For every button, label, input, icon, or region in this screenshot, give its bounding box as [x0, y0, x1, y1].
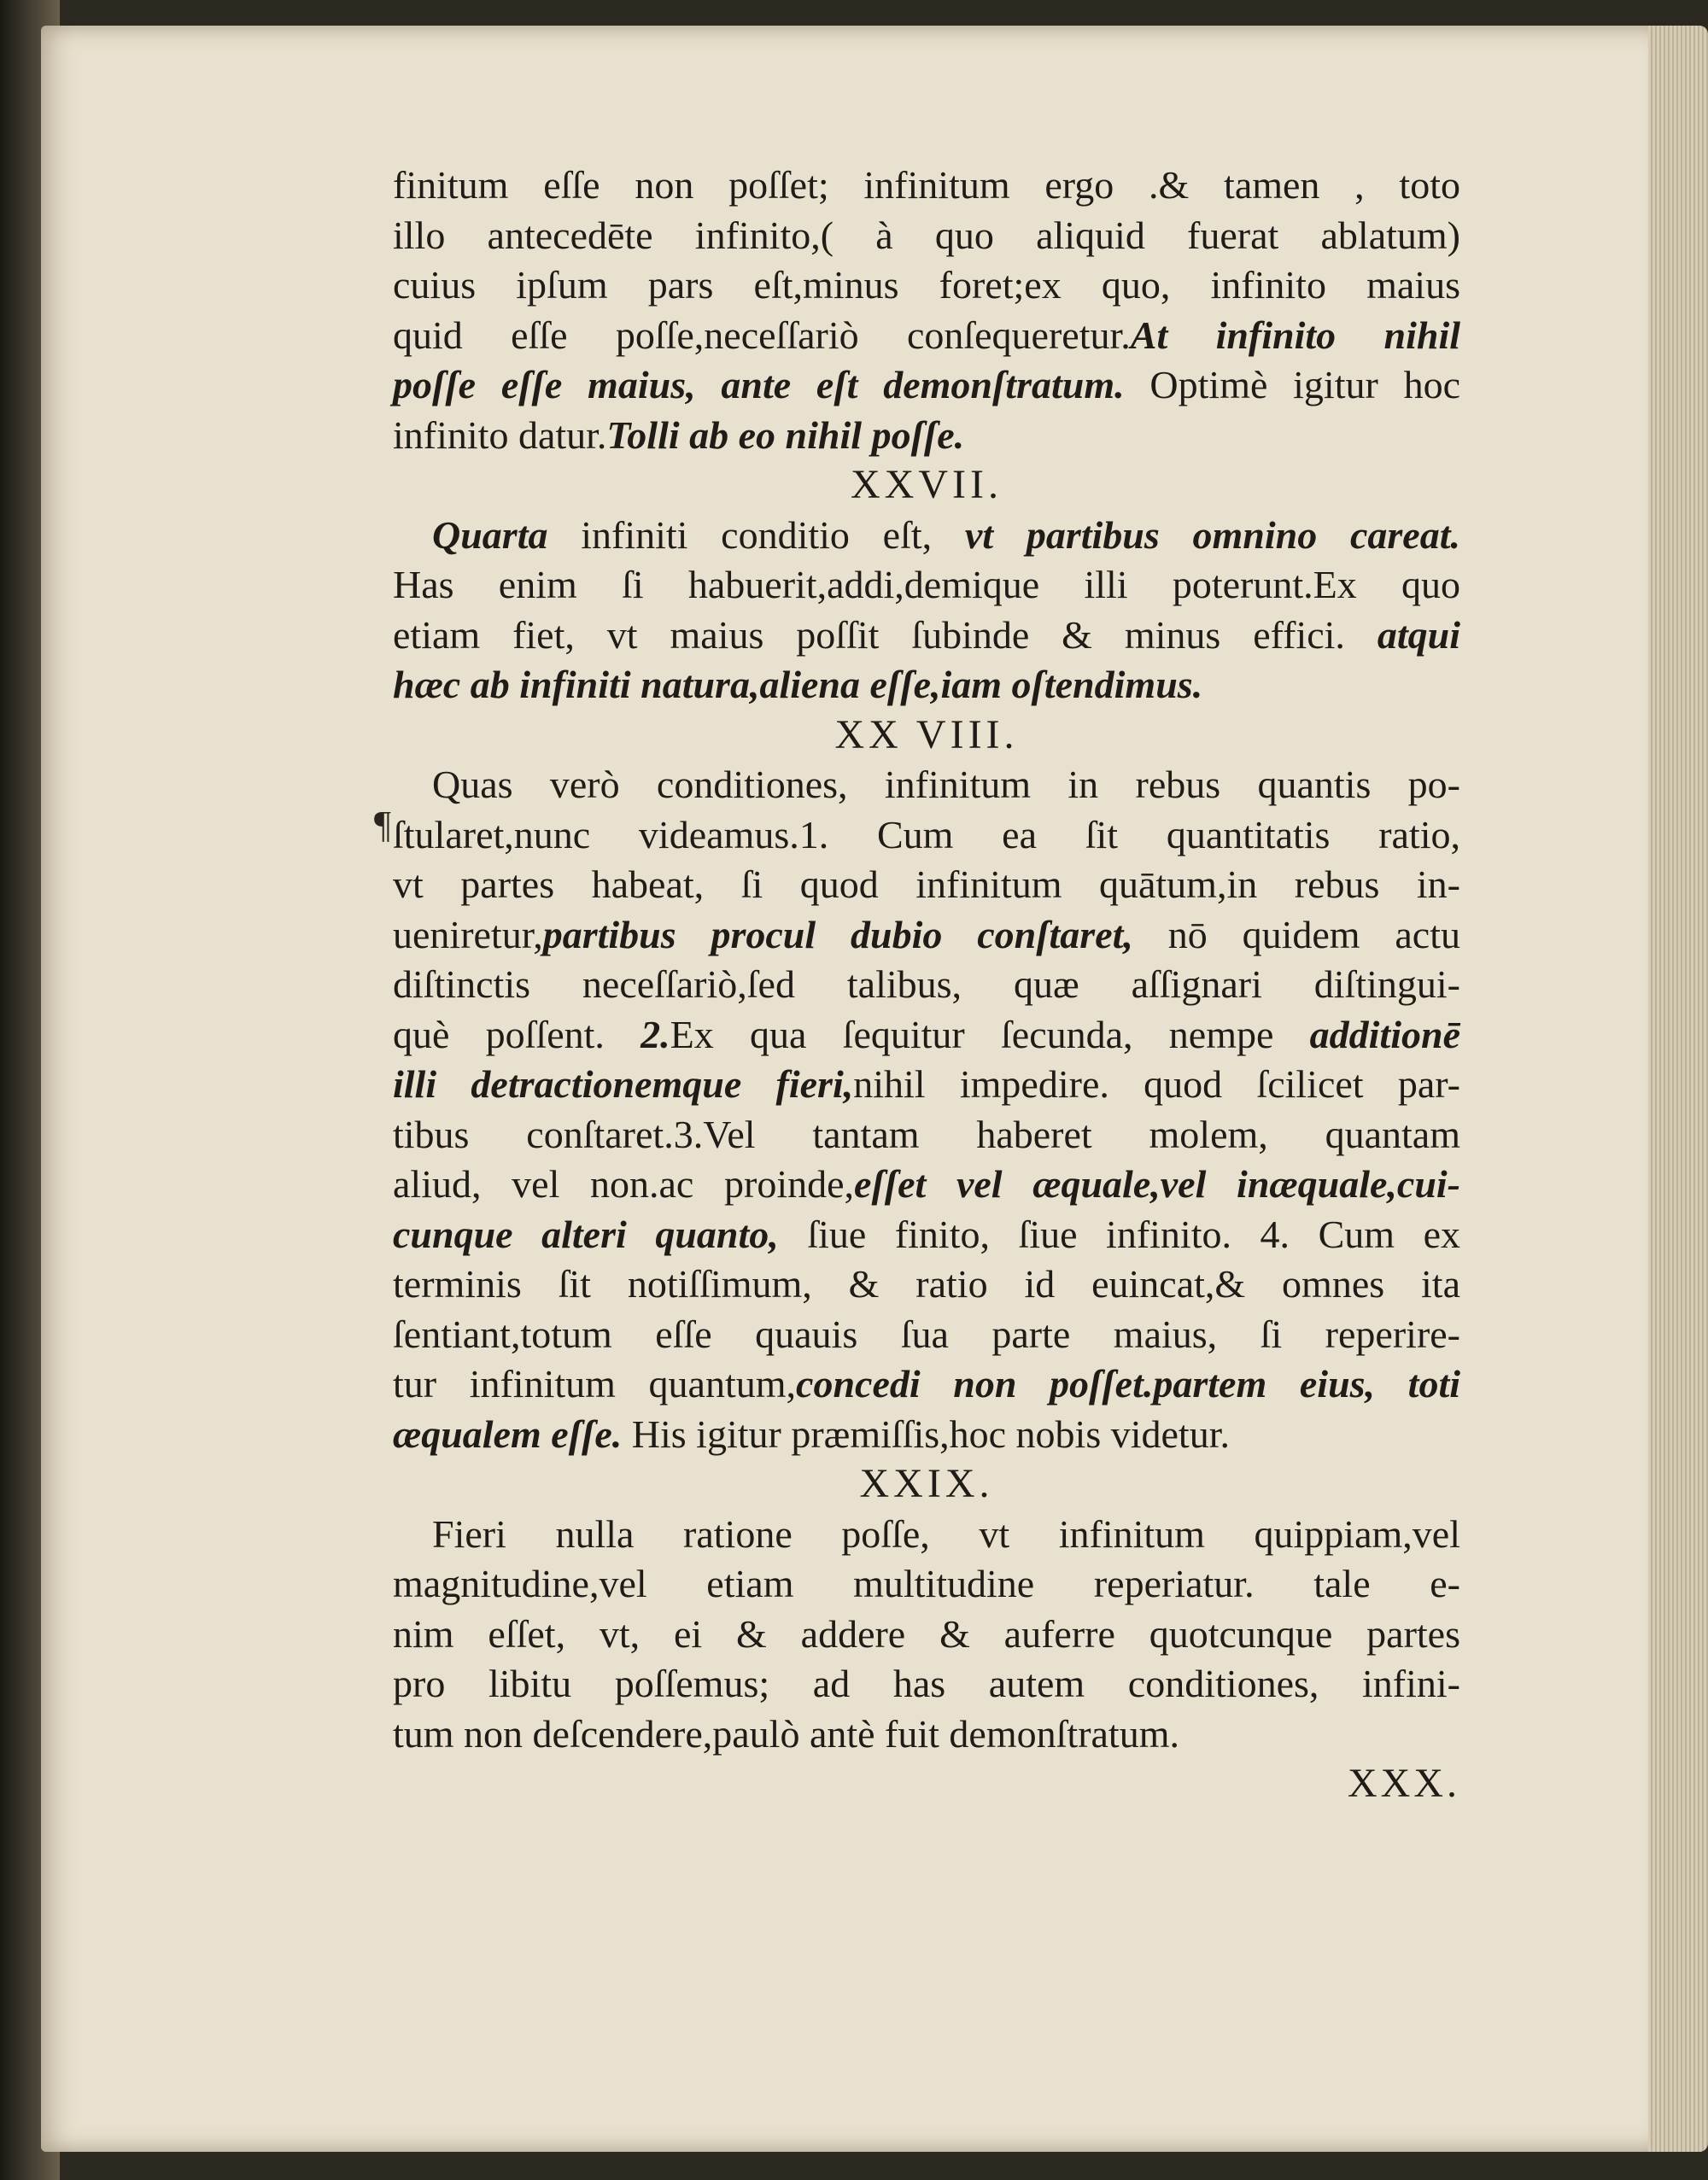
text-line: [393, 1210, 1460, 1260]
text-line: [393, 860, 1460, 910]
italic-text: hæc ab infiniti natura,aliena eſſe,iam oſtendimus.: [393, 663, 1203, 706]
paragraph-2: [393, 511, 1460, 710]
text-line: [393, 1310, 1460, 1360]
text-line: [393, 311, 1460, 361]
text-line: [393, 161, 1460, 211]
page-text: [393, 161, 1460, 1809]
text-line: [393, 1160, 1460, 1210]
roman-text: ueniretur,: [393, 912, 543, 956]
roman-text: Has enim ſi habuerit,addi,demique illi poterunt.Ex quo: [393, 563, 1460, 606]
paragraph-3: [393, 760, 1460, 1459]
roman-text: Quas verò conditiones, infinitum in rebus quantis po-: [432, 763, 1460, 806]
roman-text: His igitur præmiſſis,hoc nobis videtur.: [622, 1411, 1230, 1456]
text-line: [393, 211, 1460, 261]
catchword: XXX.: [1348, 1761, 1460, 1806]
italic-text: At infinito nihil: [1130, 313, 1460, 357]
roman-text: etiam fiet, vt maius poſſit ſubinde & minus effici.: [393, 612, 1378, 657]
roman-text: nō quidem actu: [1132, 912, 1460, 956]
text-line: [393, 1610, 1460, 1660]
italic-text: partibus procul dubio conſtaret,: [542, 912, 1133, 956]
text-line: [393, 1259, 1460, 1310]
text-line: [393, 1110, 1460, 1160]
roman-text: ſtularet,nunc videamus.1. Cum ea ſit quantitatis ratio,: [393, 812, 1460, 856]
text-line: [393, 810, 1460, 861]
italic-text: Quarta: [432, 512, 548, 557]
roman-text: tum non deſcendere,paulò antè fuit demonſtratum.: [393, 1711, 1179, 1756]
roman-text: nim eſſet, vt, ei & addere & auferre quotcunque partes: [393, 1611, 1460, 1656]
roman-text: Optimè igitur hoc: [1124, 363, 1460, 406]
roman-text: aliud, vel non.ac proinde,: [393, 1162, 855, 1206]
italic-text: cunque alteri quanto,: [393, 1212, 779, 1256]
text-line: [393, 1510, 1460, 1560]
text-line: [393, 360, 1460, 411]
italic-text: atqui: [1377, 612, 1460, 657]
section-heading-29: XXIX.: [859, 1461, 994, 1506]
text-line: [393, 611, 1460, 661]
roman-text: infinito datur.: [393, 412, 607, 457]
italic-text: poſſe eſſe maius, ante eſt demonſtratum.: [393, 363, 1125, 406]
text-line: [393, 910, 1460, 961]
paragraph-1: [393, 161, 1460, 460]
text-line: [393, 511, 1460, 561]
roman-text: diſtinctis neceſſariò,ſed talibus, quæ aſſignari diſtingui-: [393, 962, 1460, 1006]
italic-text: illi detractionemque fieri,: [393, 1062, 854, 1106]
roman-text: Fieri nulla ratione poſſe, vt infinitum quippiam,vel: [432, 1511, 1460, 1556]
roman-text: infiniti conditio eſt,: [547, 512, 965, 557]
roman-text: ſentiant,totum eſſe quauis ſua parte maius, ſi reperire-: [393, 1312, 1460, 1356]
text-line: [393, 760, 1460, 810]
italic-text: vt partibus omnino careat.: [964, 512, 1460, 557]
page-edges: [1648, 26, 1708, 2152]
roman-text: finitum eſſe non poſſet; infinitum ergo .& tamen , toto: [393, 163, 1460, 207]
text-line: [393, 411, 1460, 461]
italic-text: concedi non poſſet.partem eius, toti: [796, 1362, 1461, 1406]
roman-text: Ex qua ſequitur ſecunda, nempe: [670, 1012, 1310, 1056]
paragraph-4: [393, 1510, 1460, 1760]
italic-text: 2.: [640, 1012, 670, 1056]
roman-text: cuius ipſum pars eſt,minus foret;ex quo, infinito maius: [393, 263, 1460, 307]
text-line: [393, 1359, 1460, 1410]
roman-text: tur infinitum quantum,: [393, 1362, 797, 1406]
text-line: [393, 660, 1460, 710]
text-line: [393, 1659, 1460, 1710]
roman-text: terminis ſit notiſſimum, & ratio id euincat,& omnes ita: [393, 1262, 1460, 1306]
text-line: [393, 560, 1460, 611]
text-line: [393, 1010, 1460, 1061]
italic-text: additionē: [1309, 1012, 1460, 1056]
roman-text: quid eſſe poſſe,neceſſariò conſequeretur.: [393, 313, 1131, 357]
italic-text: Tolli ab eo nihil poſſe.: [606, 412, 965, 457]
paragraph-mark: ¶: [374, 804, 391, 845]
roman-text: tibus conſtaret.3.Vel tantam haberet molem, quantam: [393, 1112, 1460, 1156]
text-line: [393, 1410, 1460, 1460]
italic-text: eſſet vel æquale,vel inæquale,cui-: [854, 1162, 1460, 1206]
roman-text: nihil impedire. quod ſcilicet par-: [853, 1062, 1460, 1106]
text-line: [393, 960, 1460, 1010]
text-line: [393, 1559, 1460, 1610]
text-line: [393, 1060, 1460, 1110]
roman-text: illo antecedēte infinito,( à quo aliquid fuerat ablatum): [393, 213, 1460, 257]
text-line: [393, 260, 1460, 311]
roman-text: ſiue finito, ſiue infinito. 4. Cum ex: [778, 1212, 1460, 1256]
text-line: [393, 1710, 1460, 1760]
section-heading-27: XXVII.: [851, 462, 1003, 507]
section-heading-28: XX VIII.: [834, 711, 1019, 757]
italic-text: æqualem eſſe.: [393, 1411, 623, 1456]
roman-text: magnitudine,vel etiam multitudine reperiatur. tale e-: [393, 1562, 1460, 1605]
roman-text: què poſſent.: [393, 1012, 641, 1056]
roman-text: vt partes habeat, ſi quod infinitum quātum,in rebus in-: [393, 862, 1460, 906]
roman-text: pro libitu poſſemus; ad has autem conditiones, infini-: [393, 1662, 1460, 1705]
